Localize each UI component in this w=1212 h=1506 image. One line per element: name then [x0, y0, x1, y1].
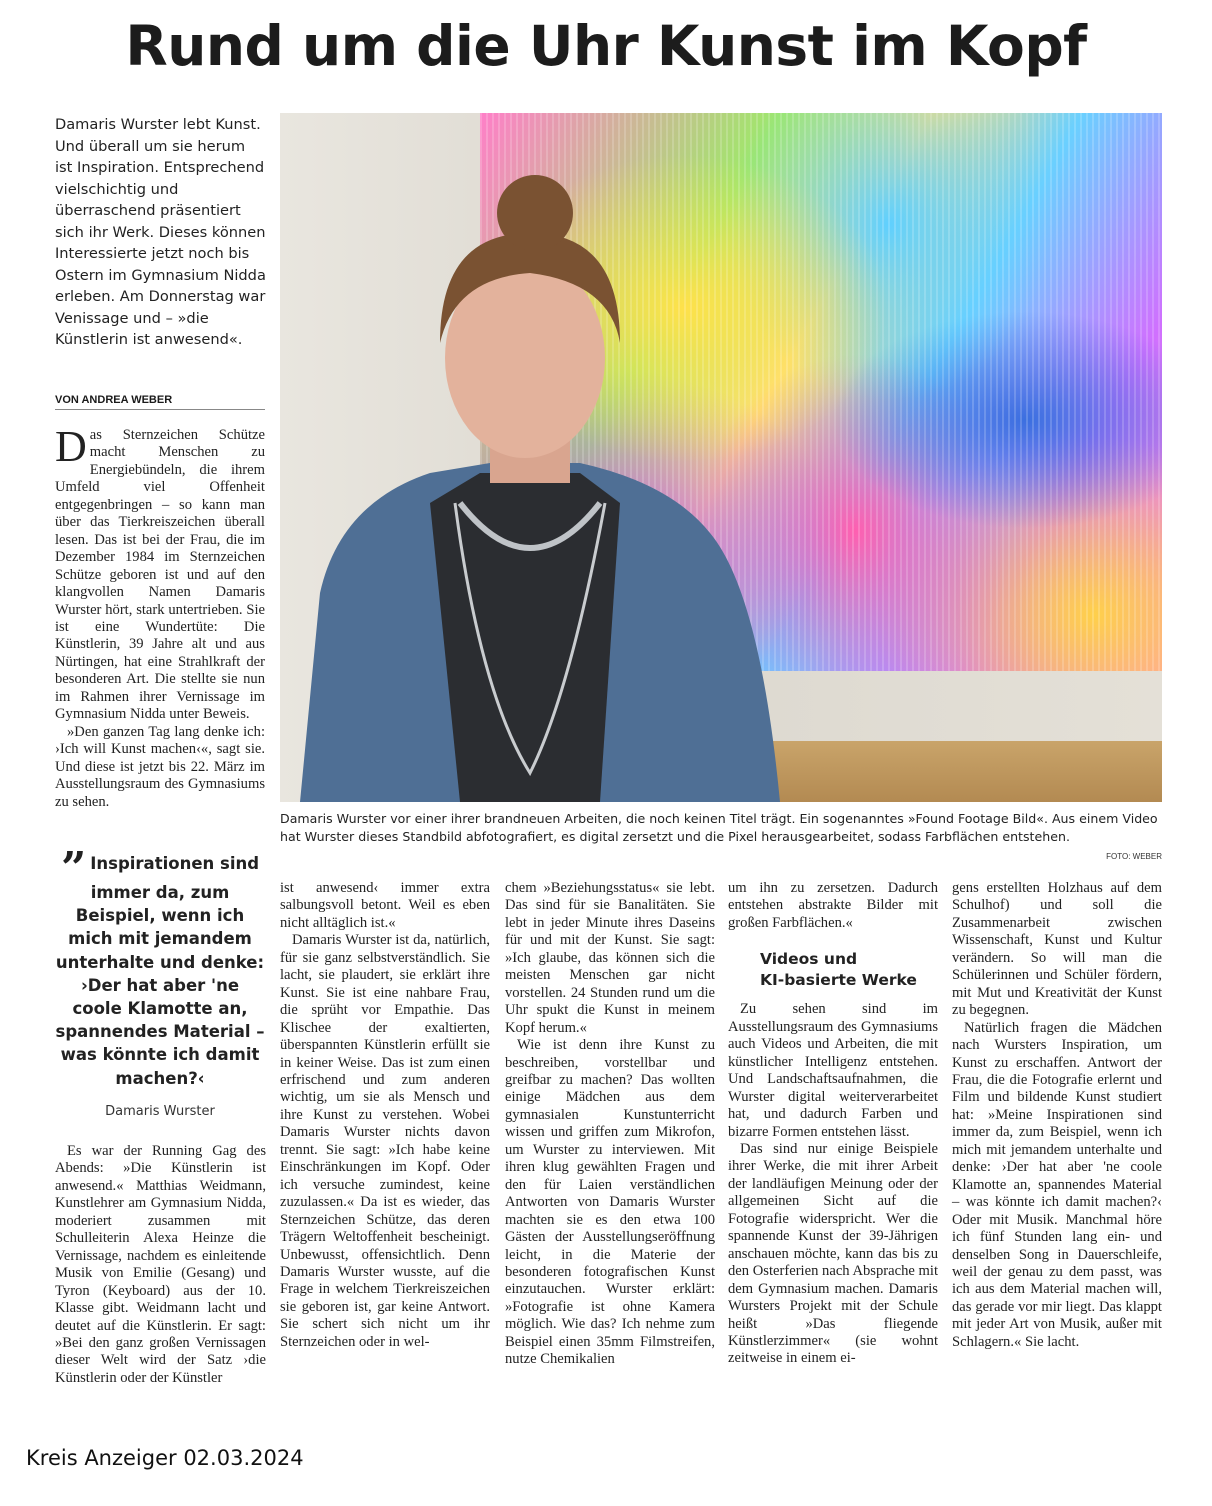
source-label: Kreis Anzeiger 02.03.2024	[26, 1446, 304, 1470]
drop-cap: D	[55, 422, 87, 471]
paragraph: ist anwesend‹ immer extra salbungsvoll betont. Weil es eben nicht alltäglich ist.«	[280, 880, 490, 931]
subheading-line: KI-basierte Werke	[760, 971, 917, 990]
paragraph: Es war der Running Gag des Abends: »Die Künstlerin ist anwesend.« Matthias Weidmann, Kunstlehrer am Gymnasium Nidda, moderiert zusammen mit Schulleiterin Alexa Heinze die Vernissage, nachdem es einleitende Musik von Emilie (Gesang) und Tyron (Keyboard) aus der 10. Klasse gibt. Weidmann lacht und deutet auf die Künstlerin. Er sagt: »Bei den ganz großen Vernissagen dieser Welt wird der Satz ›die Künstlerin oder der Künstler	[55, 1143, 266, 1386]
paragraph: Wie ist denn ihre Kunst zu beschreiben, vorstellbar und greifbar zu machen? Das wollten einige Mädchen aus dem gymnasialen Kunstunterricht wissen und griffen zum Mikrofon, um Wurster zu interviewen. Mit ihren klug gewählten Fragen und den für Laien verständlichen Antworten von Damaris Wurster machten sie es den etwa 100 Gästen der Ausstellungseröffnung leicht, in die Materie der besonderen fotografischen Kunst einzutauchen. Wurster erklärt: »Fotografie ist ohne Kamera möglich. Wie das? Ich nehme zum Beispiel einen 35mm Filmstreifen, nutze Chemikalien	[505, 1037, 715, 1368]
photo-caption: Damaris Wurster vor einer ihrer brandneuen Arbeiten, die noch keinen Titel trägt. Ein sogenanntes »Found Footage Bild«. Aus einem Video hat Wurster dieses Standbild abfotografiert, es digital zersetzt und die Pixel herausgearbeitet, sodass Farbflächen entstehen.	[280, 811, 1158, 844]
paragraph: um ihn zu zersetzen. Dadurch entstehen abstrakte Bilder mit großen Farbflächen.«	[728, 880, 938, 931]
pull-quote-text: Inspirationen sind immer da, zum Beispiel, wenn ich mich mit jemandem unterhalte und denke: ›Der hat aber 'ne coole Klamotte an, spannendes Material – was könnte ich damit machen?‹	[55, 854, 265, 1088]
pull-quote-author: Damaris Wurster	[105, 1104, 215, 1119]
body-column-4	[728, 880, 938, 1368]
paragraph: »Den ganzen Tag lang denke ich: ›Ich will Kunst machen‹«, sagt sie. Und diese ist jetzt bis 22. März im Ausstellungsraum des Gymnasiums zu sehen.	[55, 723, 265, 810]
byline: VON ANDREA WEBER	[55, 394, 265, 410]
pull-quote	[55, 843, 265, 1090]
article-headline: Rund um die Uhr Kunst im Kopf	[125, 14, 1087, 78]
subheading-line: Videos und	[760, 950, 858, 969]
article-photo	[280, 113, 1162, 802]
paragraph: Zu sehen sind im Ausstellungsraum des Gymnasiums auch Videos und Arbeiten, die mit künstlicher Intelligenz entstehen. Und Landschaftsaufnahmen, die Wurster digital weiterverarbeitet hat, und dadurch Farben und bizarre Formen entstehen lässt.	[728, 1001, 938, 1140]
paragraph: chem »Beziehungsstatus« sie lebt. Das sind für sie Banalitäten. Sie lebt in jeder Minute ihres Daseins für und mit der Kunst. Sie sagt: »Ich glaube, das können sich die meisten Menschen gar nicht vorstellen. 24 Stunden rund um die Uhr spukt die Kunst in meinem Kopf herum.«	[505, 880, 715, 1036]
paragraph: Damaris Wurster ist da, natürlich, für sie ganz selbstverständlich. Sie lacht, sie plaudert, sie erklärt ihre Kunst. Sie ist eine nahbare Frau, die sprüht vor Empathie. Das Klischee der exaltierten, überspannten Künstlerin erfüllt sie in keiner Weise. Das ist zum einen erfrischend und zum anderen wichtig, um sie als Mensch und ihre Kunst zu verstehen. Wobei Damaris Wurster nichts davon trennt. Sie sagt: »Ich habe keine Einschränkungen im Kopf. Oder ich versuche zumindest, keine zuzulassen.« Da ist es wieder, das Sternzeichen Schütze, das deren Trägern Weltoffenheit bescheinigt. Unbewusst, offensichtlich. Denn Damaris Wurster wusste, auf die Frage in welchem Tierkreiszeichen sie geboren ist, gar keine Antwort. Sie schert sich nicht um ihr Sternzeichen oder in wel-	[280, 932, 490, 1350]
body-column-1b	[55, 1143, 266, 1387]
paragraph	[55, 422, 265, 724]
paragraph: Das sind nur einige Beispiele ihrer Werke, die mit ihrer Arbeit der landläufigen Meinung oder der allgemeinen Sicht auf die Fotografie widerspricht. Wer die spannende Kunst der 39-Jährigen anschauen möchte, kann das bis zu den Osterferien nach Absprache mit dem Gymnasium machen. Damaris Wursters Projekt mit der Schule heißt »Das fliegende Künstlerzimmer« (sie wohnt zeitweise in einem ei-	[728, 1140, 938, 1367]
body-column-5	[952, 880, 1162, 1351]
photo-artist-figure	[280, 173, 800, 802]
body-column-2	[280, 880, 490, 1351]
body-column-3	[505, 880, 715, 1369]
body-column-1	[55, 422, 265, 811]
paragraph: gens erstellten Holzhaus auf dem Schulhof) und soll die Zusammenarbeit zwischen Wissenschaft, Kunst und Kultur verändern. So will man die Schülerinnen und Schüler fördern, mit Mut und Kreativität der Kunst zu begegnen.	[952, 880, 1162, 1019]
paragraph: Natürlich fragen die Mädchen nach Wursters Inspiration, um Kunst zu erschaffen. Antwort der Frau, die die Fotografie erlernt und Film und bildende Kunst studiert hat: »Meine Inspirationen sind immer da, zum Beispiel, wenn ich mich mit jemandem unterhalte und denke: ›Der hat aber 'ne coole Klamotte an, spannendes Material – was könnte ich damit machen?‹ Oder mit Musik. Manchmal höre ich fünf Stunden lang ein- und denselben Song in Dauerschleife, weil der genau zu dem passt, was ich aus dem Material machen will, das gerade vor mir liegt. Das klappt mit jeder Art von Musik, außer mit Schlagern.« Sie lacht.	[952, 1019, 1162, 1350]
photo-credit: FOTO: WEBER	[1106, 852, 1162, 861]
article-lead: Damaris Wurster lebt Kunst. Und überall um sie herum ist Inspiration. Entsprechend vielschichtig und überraschend präsentiert sich ihr Werk. Dieses können Interessierte jetzt noch bis Ostern im Gymnasium Nidda erleben. Am Donnerstag war Venissage und – »die Künstlerin ist anwesend«.	[55, 116, 266, 348]
subheading	[760, 949, 938, 991]
quote-mark-icon: ”	[60, 843, 87, 894]
paragraph-text: as Sternzeichen Schütze macht Menschen zu Energiebündeln, die ihrem Umfeld viel Offenheit entgegenbringen – so kann man über das Tierkreiszeichen überall lesen. Das ist bei der Frau, die im Dezember 1984 im Sternzeichen Schütze geboren ist und auf den klangvollen Namen Damaris Wurster hört, stark untertrieben. Sie ist eine Wundertüte: Die Künstlerin, 39 Jahre alt und aus Nürtingen, hat eine Strahlkraft der besonderen Art. Die stellte sie nun im Rahmen ihrer Vernissage im Gymnasium Nidda unter Beweis.	[55, 427, 265, 723]
